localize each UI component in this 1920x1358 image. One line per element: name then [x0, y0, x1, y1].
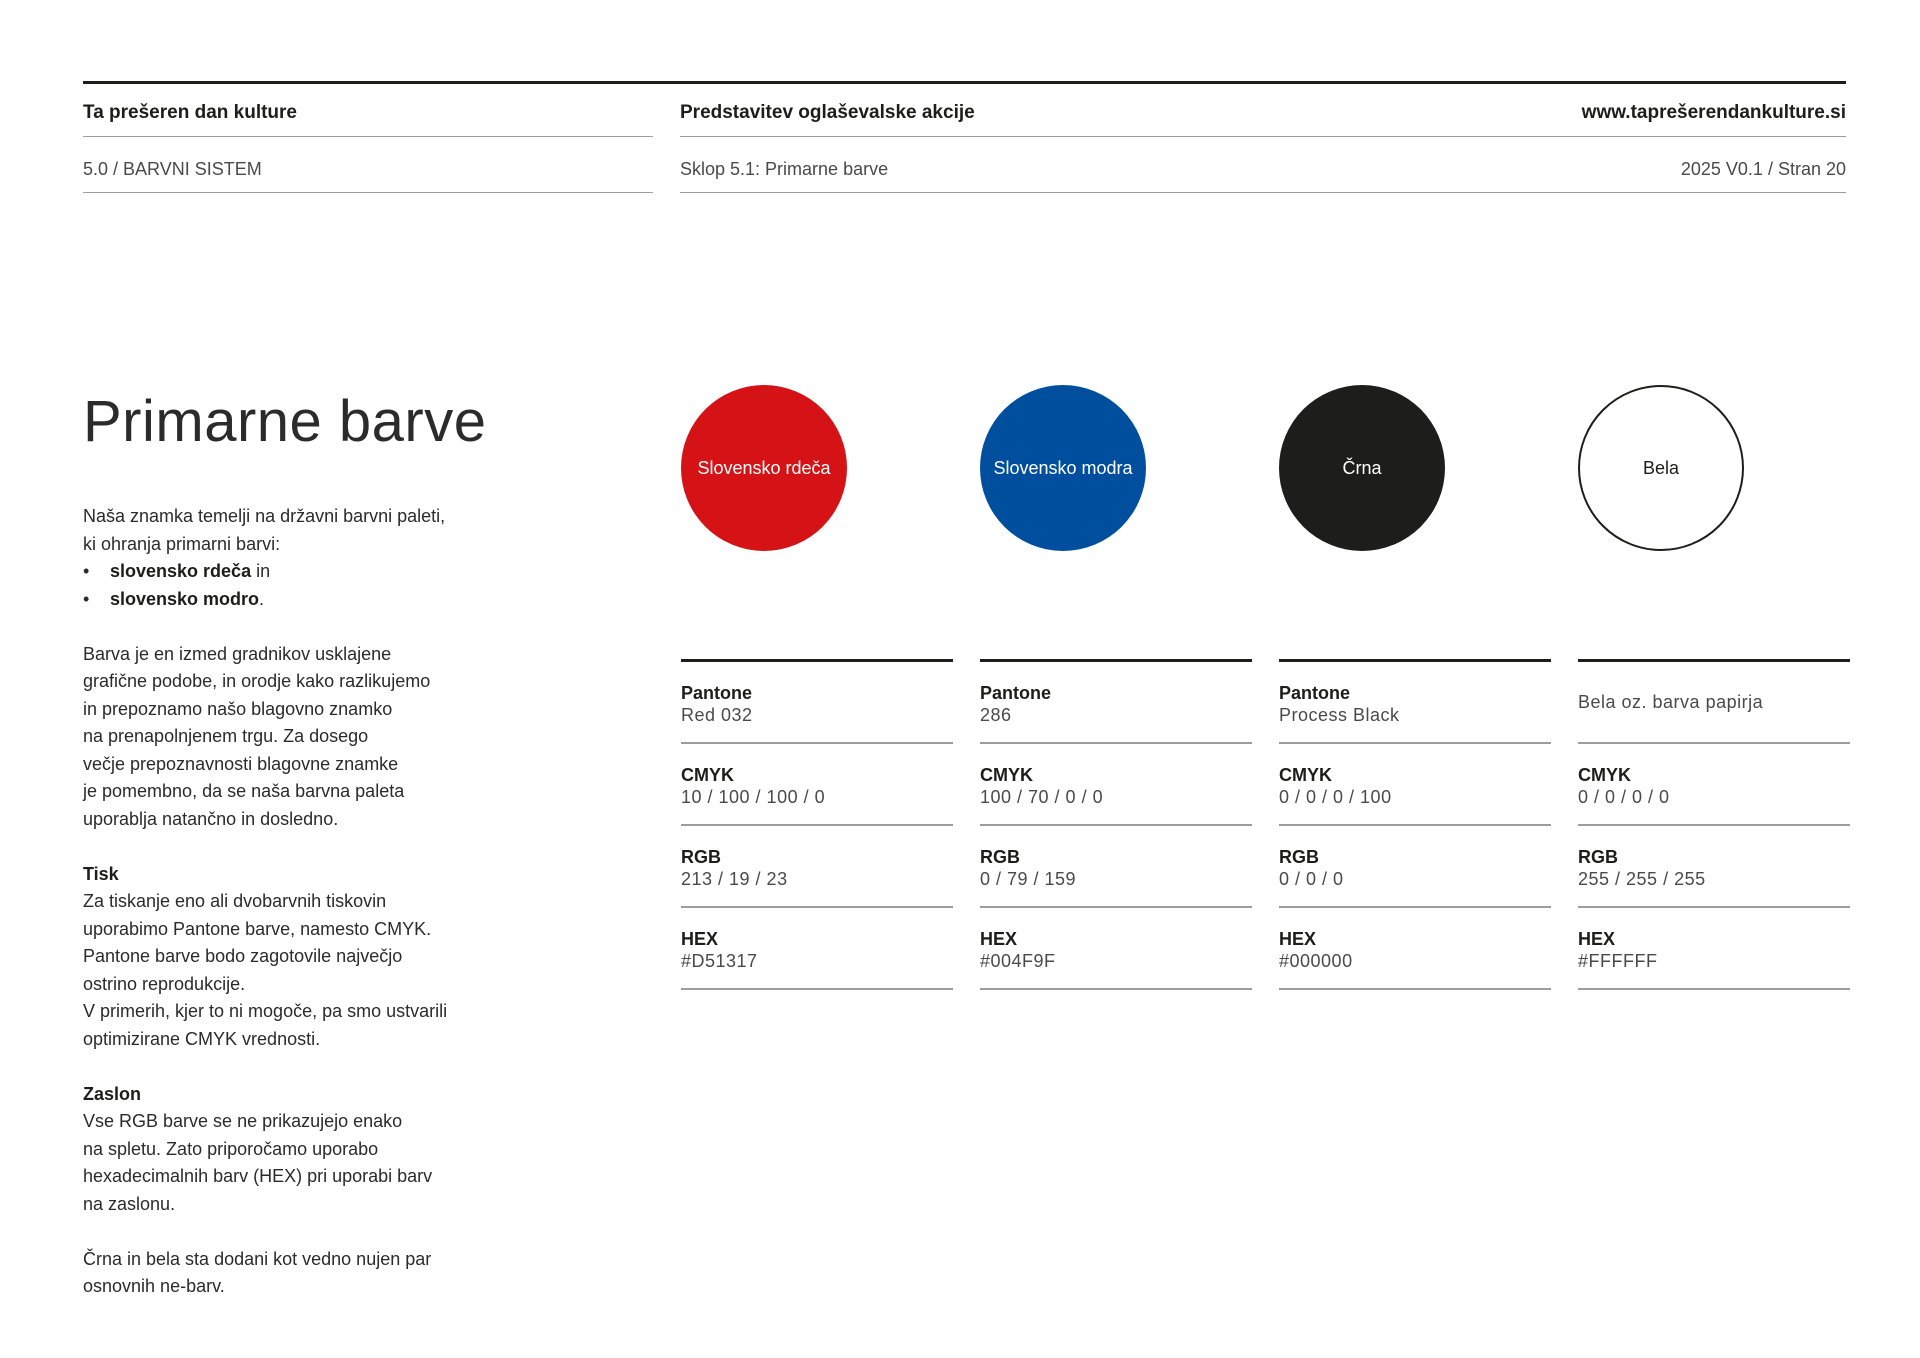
body-line: hexadecimalnih barv (HEX) pri uporabi barv — [83, 1166, 433, 1186]
swatch-slovensko-rdeca — [681, 385, 847, 551]
swatch-bela — [1578, 385, 1744, 551]
spec-cmyk: CMYK 10 / 100 / 100 / 0 — [681, 744, 953, 826]
spec-hex: HEX #FFFFFF — [1578, 908, 1850, 990]
body-line: Barva je en izmed gradnikov usklajene — [83, 643, 392, 664]
section-label: 5.0 / BARVNI SISTEM — [83, 159, 262, 179]
body-line: uporabimo Pantone barve, namesto CMYK. — [83, 918, 432, 939]
body-line: na spletu. Zato priporočamo uporabo — [83, 1138, 379, 1159]
body-line: Vse RGB barve se ne prikazujejo enako — [83, 1111, 403, 1131]
print-heading: Tisk — [83, 863, 119, 884]
spec-column-modra — [980, 659, 1252, 990]
body-line: je pomembno, da se naša barvna paleta — [83, 781, 405, 801]
body-line: Črna in bela sta dodani kot vedno nujen par — [83, 1248, 432, 1269]
swatch-label: Slovensko rdeča — [697, 457, 831, 478]
swatch-label: Bela — [1642, 457, 1680, 478]
body-line: V primerih, kjer to ni mogoče, pa smo ustvarili — [83, 1001, 448, 1021]
header-rule — [680, 136, 1846, 137]
body-line: in prepoznamo našo blagovno znamko — [83, 698, 393, 719]
spec-pantone: Pantone Red 032 — [681, 662, 953, 744]
body-line: optimizirane CMYK vrednosti. — [83, 1028, 321, 1049]
body-line: osnovnih ne-barv. — [83, 1276, 225, 1296]
description-column — [83, 503, 523, 1301]
intro-line: ki ohranja primarni barvi: — [83, 533, 281, 554]
header-rule — [680, 192, 1846, 193]
body-line: uporablja natančno in dosledno. — [83, 808, 339, 829]
swatch-slovensko-modra — [980, 385, 1146, 551]
spec-rgb: RGB 0 / 0 / 0 — [1279, 826, 1551, 908]
list-item: • slovensko rdeča in — [83, 558, 523, 586]
intro-line: Naša znamka temelji na državni barvni paleti, — [83, 506, 446, 526]
spec-column-bela — [1578, 659, 1850, 990]
spec-rgb: RGB 0 / 79 / 159 — [980, 826, 1252, 908]
spec-column-crna — [1279, 659, 1551, 990]
body-line: na zaslonu. — [83, 1193, 176, 1214]
swatch-label: Črna — [1342, 457, 1382, 478]
body-line: ostrino reprodukcije. — [83, 973, 246, 994]
spec-rgb: RGB 255 / 255 / 255 — [1578, 826, 1850, 908]
spec-cmyk: CMYK 0 / 0 / 0 / 0 — [1578, 744, 1850, 826]
spec-pantone: Pantone 286 — [980, 662, 1252, 744]
spec-column-rdeca — [681, 659, 953, 990]
spec-hex: HEX #000000 — [1279, 908, 1551, 990]
body-line: večje prepoznavnosti blagovne znamke — [83, 753, 399, 774]
spec-cmyk: CMYK 0 / 0 / 0 / 100 — [1279, 744, 1551, 826]
page-title: Primarne barve — [83, 389, 487, 454]
document-title: Predstavitev oglaševalske akcije — [680, 102, 975, 123]
subsection-label: Sklop 5.1: Primarne barve — [680, 159, 889, 179]
body-line: grafične podobe, in orodje kako razlikujemo — [83, 671, 431, 691]
primary-colors-list — [83, 558, 523, 613]
spec-paper-note: Bela oz. barva papirja — [1578, 662, 1850, 744]
spec-hex: HEX #004F9F — [980, 908, 1252, 990]
header-top-rule — [83, 81, 1846, 84]
header-rule — [83, 192, 653, 193]
body-line: na prenapolnjenem trgu. Za dosego — [83, 726, 369, 746]
list-item: • slovensko modro. — [83, 586, 523, 614]
spec-hex: HEX #D51317 — [681, 908, 953, 990]
swatch-crna — [1279, 385, 1445, 551]
screen-heading: Zaslon — [83, 1083, 142, 1104]
brand-name: Ta prešeren dan kulture — [83, 102, 297, 123]
body-line: Pantone barve bodo zagotovile največjo — [83, 946, 403, 966]
spec-cmyk: CMYK 100 / 70 / 0 / 0 — [980, 744, 1252, 826]
page-info: 2025 V0.1 / Stran 20 — [1680, 159, 1846, 179]
spec-pantone: Pantone Process Black — [1279, 662, 1551, 744]
spec-rgb: RGB 213 / 19 / 23 — [681, 826, 953, 908]
body-line: Za tiskanje eno ali dvobarvnih tiskovin — [83, 891, 387, 911]
website-url[interactable]: www.taprešerendankulture.si — [1581, 102, 1846, 123]
swatch-label: Slovensko modra — [993, 457, 1133, 478]
header-rule — [83, 136, 653, 137]
